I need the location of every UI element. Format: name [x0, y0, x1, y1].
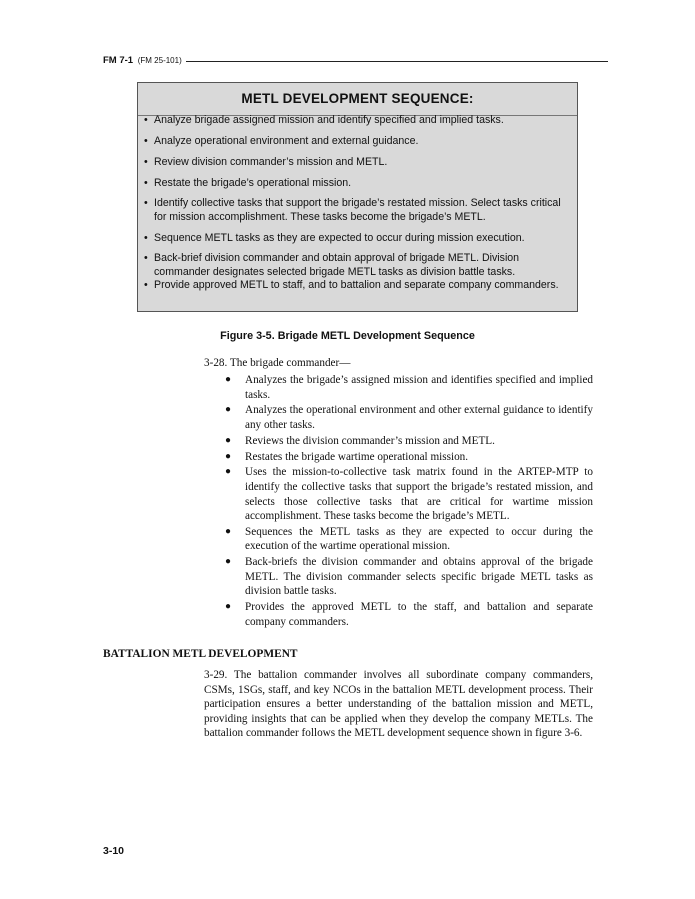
bullet-icon: • [144, 252, 148, 264]
bullet-icon: • [144, 114, 148, 126]
list-item: ● Reviews the division commander’s mission and METL. [225, 434, 495, 447]
list-item: ● Analyzes the operational environment and other external guidance to identify any other tasks. [225, 404, 593, 431]
superseded-manual: (FM 25-101) [137, 56, 182, 65]
figure-box-title: METL DEVELOPMENT SEQUENCE: [138, 83, 577, 116]
commander-tasks-list [225, 373, 593, 631]
figure-item: • Analyze operational environment and external guidance. [144, 135, 419, 147]
running-header [103, 55, 608, 69]
figure-item: • Identify collective tasks that support the brigade’s restated mission. Select tasks critical for mission accomplishment. These tasks become the brigade’s METL. [144, 197, 561, 224]
bullet-icon: ● [225, 556, 232, 568]
figure-item: • Back-brief division commander and obtain approval of brigade METL. Division commander designates selected brigade METL tasks as division battle tasks. [144, 252, 520, 279]
figure-item: • Restate the brigade’s operational mission. [144, 177, 352, 189]
bullet-icon: ● [225, 450, 232, 462]
figure-box [137, 82, 578, 312]
list-item: ● Provides the approved METL to the staff, and battalion and separate company commanders. [225, 601, 593, 628]
list-item: ● Uses the mission-to-collective task matrix found in the ARTEP-MTP to identify the collective tasks that support the brigade’s restated mission, and selects those collective tasks that are critical for wartime mission accomplishment. These tasks become the brigade’s METL. [225, 466, 593, 523]
manual-number: FM 7-1 [103, 55, 134, 66]
bullet-icon: ● [225, 404, 232, 416]
bullet-icon: • [144, 279, 148, 291]
figure-caption: Figure 3-5. Brigade METL Development Sequence [220, 330, 475, 342]
page-number: 3-10 [103, 845, 125, 857]
figure-item: • Analyze brigade assigned mission and identify specified and implied tasks. [144, 114, 504, 126]
bullet-icon: ● [225, 374, 232, 385]
bullet-icon: • [144, 177, 148, 189]
bullet-icon: ● [225, 525, 232, 537]
list-item: ● Analyzes the brigade’s assigned mission and identifies specified and implied tasks. [225, 374, 593, 401]
section-heading: BATTALION METL DEVELOPMENT [103, 648, 298, 660]
list-item: ● Back-briefs the division commander and obtains approval of the brigade METL. The division commander selects specific brigade METL tasks as division battle tasks. [225, 556, 593, 598]
figure-item: • Sequence METL tasks as they are expected to occur during mission execution. [144, 232, 525, 244]
bullet-icon: • [144, 197, 148, 209]
figure-item: • Review division commander’s mission and METL. [144, 156, 388, 168]
bullet-icon: ● [225, 466, 232, 478]
list-item: ● Sequences the METL tasks as they are expected to occur during the execution of the wartime operational mission. [225, 525, 593, 553]
bullet-icon: • [144, 156, 148, 168]
bullet-icon: • [144, 232, 148, 244]
figure-item: • Provide approved METL to staff, and to battalion and separate company commanders. [144, 279, 559, 291]
bullet-icon: • [144, 135, 148, 147]
bullet-icon: ● [225, 434, 232, 446]
header-label [103, 55, 186, 66]
bullet-icon: ● [225, 601, 232, 613]
paragraph-3-29: 3-29. The battalion commander involves all subordinate company commanders, CSMs, 1SGs, staff, and key NCOs in the battalion METL development process. Their participation ensures a better understanding of the battalion mission and METL, providing insights that can be applied when they develop the company METLs. The battalion commander follows the METL development sequence shown in figure 3-6. [204, 669, 593, 740]
paragraph-3-28-lead: 3-28. The brigade commander— [204, 357, 351, 369]
list-item: ● Restates the brigade wartime operational mission. [225, 450, 469, 463]
